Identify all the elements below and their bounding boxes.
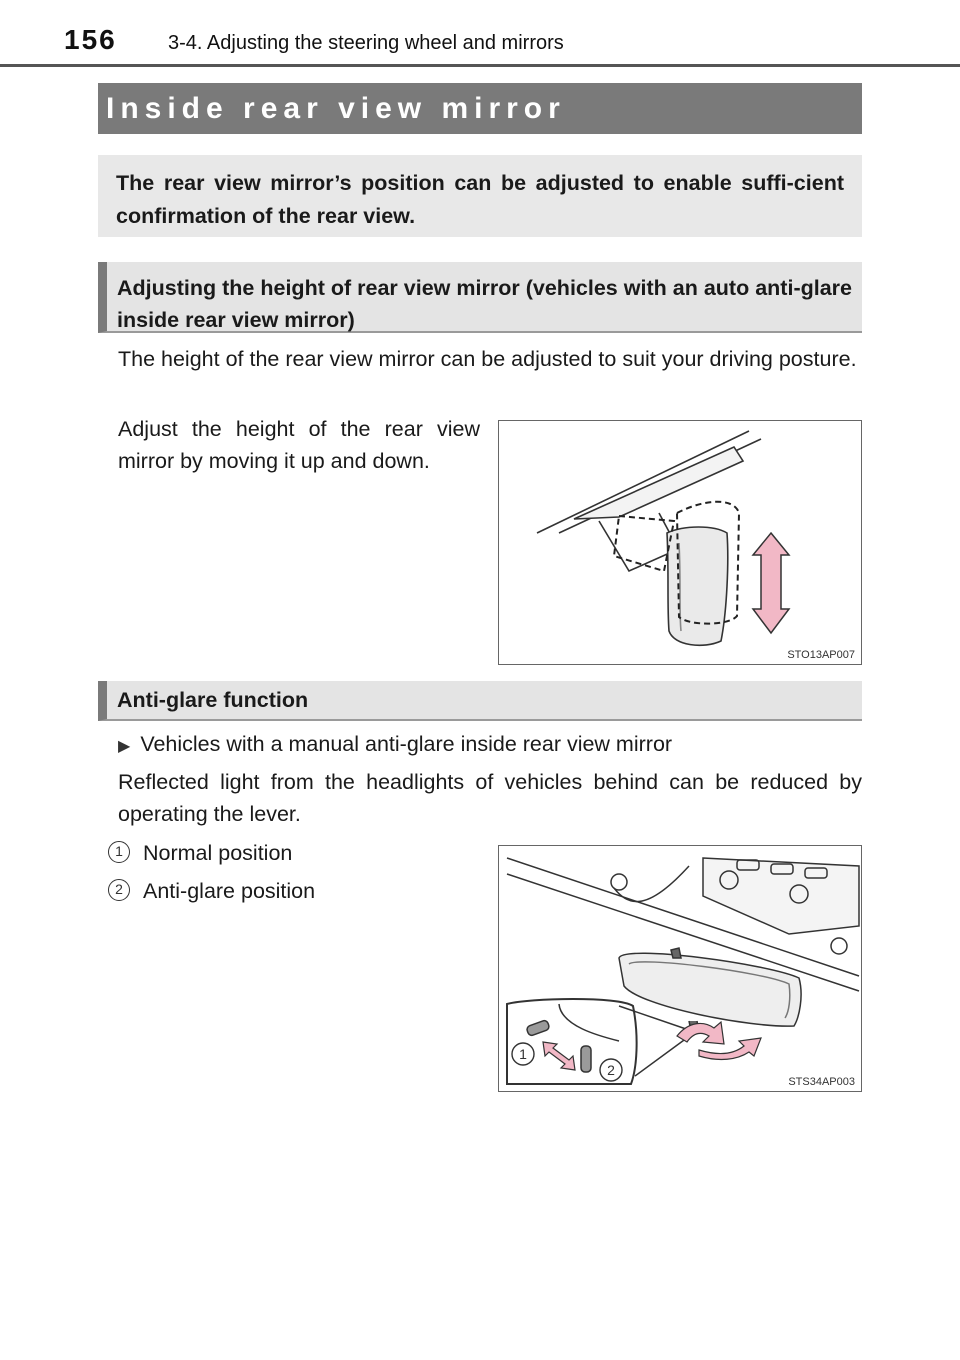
height-adjust-description: The height of the rear view mirror can be adjusted to suit your driving posture. [118, 347, 857, 371]
height-adjust-instruction: Adjust the height of the rear view mirror by moving it up and down. [118, 417, 480, 473]
anti-glare-lever-figure [498, 845, 862, 1092]
item-number-badge: 1 [108, 841, 130, 863]
normal-position-label: Normal position [143, 841, 293, 865]
item-number-badge: 2 [108, 879, 130, 901]
page-number: 156 [64, 24, 117, 55]
section-heading-height-adjust: Adjusting the height of rear view mirror (vehicles with an auto anti-glare inside rear view mirror) [98, 262, 862, 333]
bullet-triangle-icon: ▶ [118, 738, 131, 755]
chapter-title: 3-4. Adjusting the steering wheel and mirrors [168, 32, 564, 54]
anti-glare-position-label: Anti-glare position [143, 879, 316, 903]
page-title: Inside rear view mirror [98, 83, 862, 134]
up-down-arrow-icon [753, 533, 789, 633]
header-divider [0, 64, 960, 67]
figure-code: STO13AP007 [787, 649, 855, 661]
anti-glare-bullet [118, 728, 862, 763]
bullet-text: Vehicles with a manual anti-glare inside rear view mirror [140, 732, 673, 756]
figure-label-1: 1 [519, 1046, 527, 1062]
intro-text: The rear view mirror’s position can be adjusted to enable suffi-cient confirmation of the rear view. [98, 155, 862, 237]
figure-code: STS34AP003 [788, 1076, 855, 1088]
figure-label-2: 2 [607, 1062, 615, 1078]
anti-glare-description: Reflected light from the headlights of vehicles behind can be reduced by operating the lever. [118, 770, 862, 826]
anti-glare-mirror-illustration [499, 846, 862, 1092]
mirror-height-figure [498, 420, 862, 665]
section-heading-anti-glare: Anti-glare function [98, 681, 862, 721]
mirror-height-illustration [499, 421, 862, 665]
tilt-arrow-icon [677, 1022, 724, 1044]
